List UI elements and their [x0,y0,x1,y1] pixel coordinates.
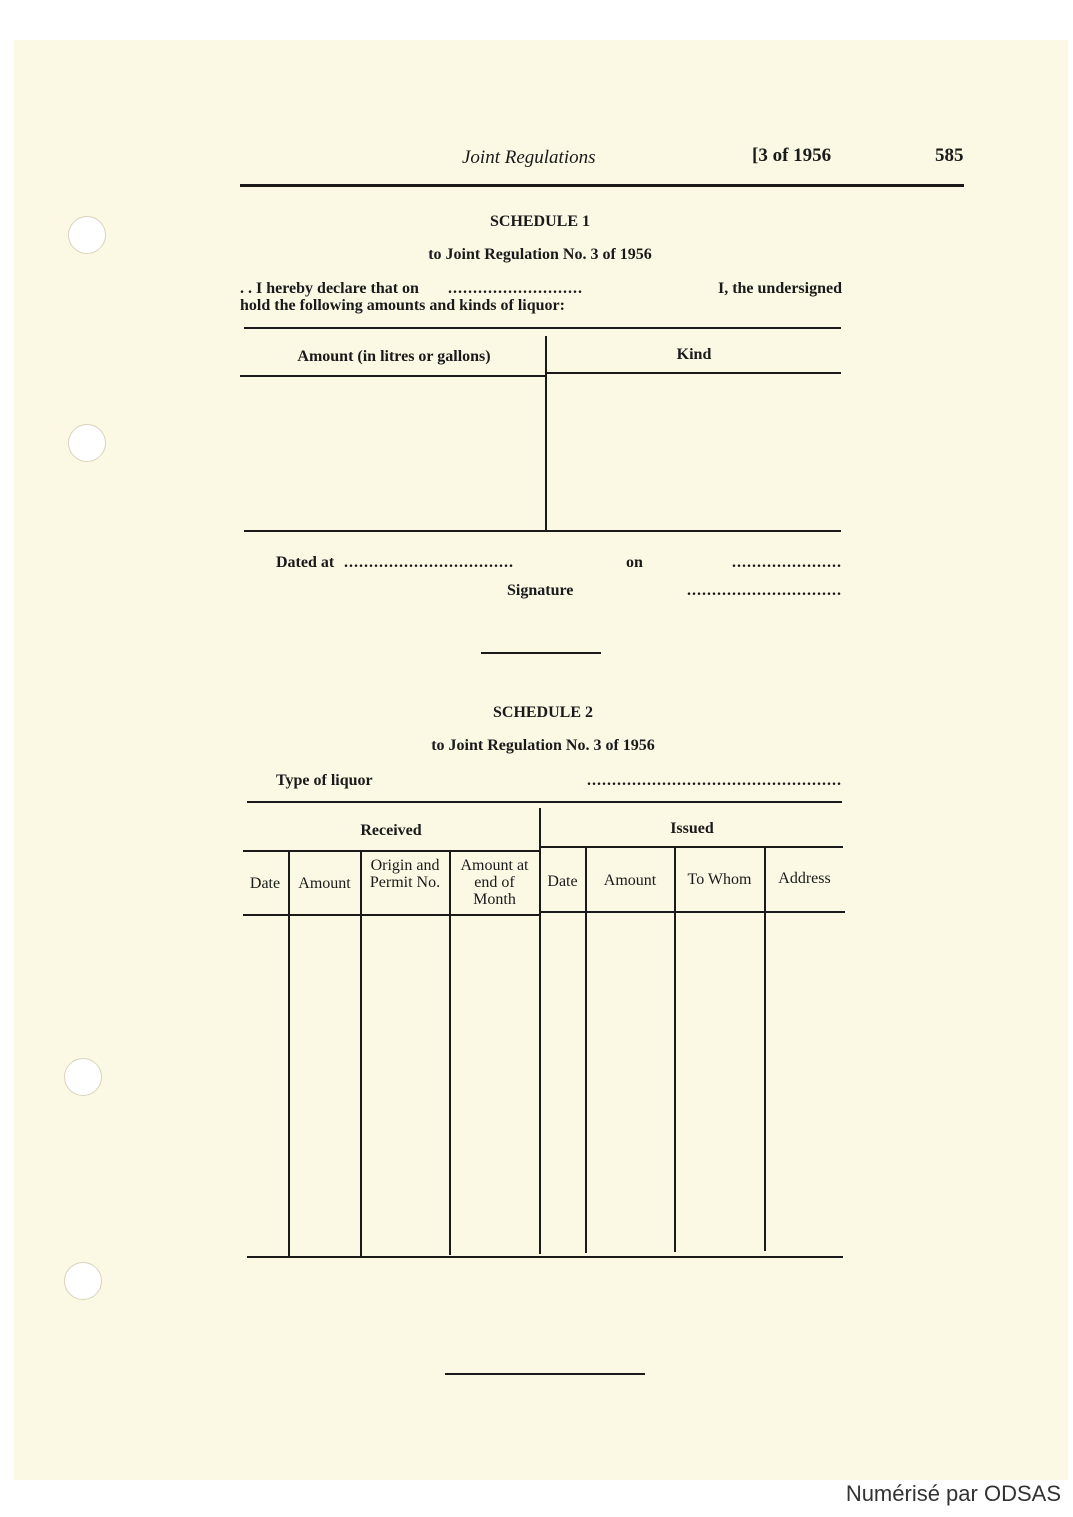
declaration-left: . . I hereby declare that on [240,280,419,297]
declaration-right: I, the undersigned [717,280,842,297]
schedule1-table-bottom-rule [244,530,841,532]
type-label: Type of liquor [276,772,373,789]
type-of-liquor-line [276,772,842,792]
on-dots: ...................... [732,554,842,571]
schedule2-table-bottom-rule [247,1256,843,1258]
dated-label: Dated at [276,554,335,571]
section-separator [481,652,601,654]
running-title: Joint Regulations [462,147,596,168]
col-address: Address [778,870,831,887]
digitization-credit: Numérisé par ODSAS [845,1481,1061,1506]
col-amount-header: Amount (in litres or gallons) [297,348,491,365]
col-divider-2 [360,852,362,1256]
schedule2-title: SCHEDULE 2 [492,704,594,721]
col-amount-received: Amount [298,875,351,892]
col-amount-issued: Amount [603,872,657,889]
group-received: Received [360,822,422,839]
col-to-whom: To Whom [687,871,752,888]
col-origin-permit: Origin and Permit No. [369,857,441,891]
punch-hole-4 [64,1262,102,1300]
type-dots: ................................................... [587,772,842,789]
col-divider-1 [288,852,290,1257]
col-kind-header: Kind [676,346,712,363]
schedule1-subtitle: to Joint Regulation No. 3 of 1956 [428,246,652,263]
col-divider-6 [764,848,766,1251]
end-rule [445,1373,645,1375]
declaration-line-2: hold the following amounts and kinds of liquor: [240,297,565,314]
header-rule [240,184,964,187]
schedule1-header-rule-right [547,372,841,374]
col-divider-4 [585,848,587,1253]
issued-header-rule [541,911,845,913]
schedule1-table-divider [545,336,547,530]
signature-label: Signature [507,582,574,599]
schedule2-table-top-rule [247,801,842,803]
punch-hole-3 [64,1058,102,1096]
dated-line [276,554,842,574]
signature-dots: ............................... [687,582,842,599]
punch-hole-1 [68,216,106,254]
col-amount-end-month: Amount at end of Month [460,857,529,908]
signature-line [507,582,842,602]
col-divider-5 [674,848,676,1252]
received-header-rule [243,914,539,916]
col-date-issued: Date [547,873,578,890]
on-label: on [626,554,643,571]
page-number: 585 [935,145,964,166]
group-issued: Issued [670,820,714,837]
schedule1-table-top-rule [244,327,841,329]
schedule1-title: SCHEDULE 1 [489,213,591,230]
schedule2-subtitle: to Joint Regulation No. 3 of 1956 [431,737,655,754]
col-date-received: Date [249,875,281,892]
col-divider-3 [449,852,451,1255]
dated-dots: .................................. [344,554,514,571]
punch-hole-2 [68,424,106,462]
schedule1-header-rule-left [240,375,545,377]
declaration-dots: ........................... [448,280,583,297]
regulation-number: [3 of 1956 [752,145,832,166]
